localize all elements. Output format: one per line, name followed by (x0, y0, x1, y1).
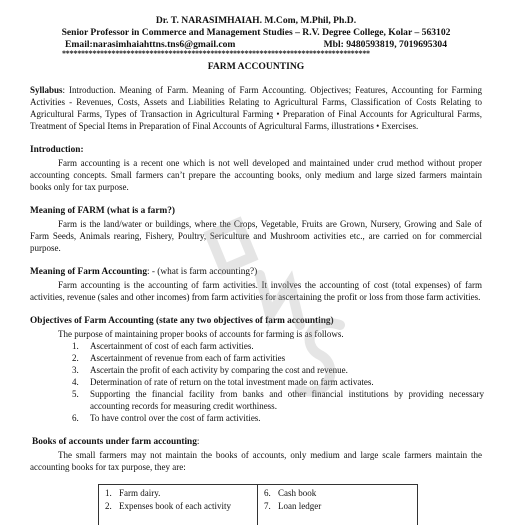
meaning-farm-heading: Meaning of FARM (what is a farm?) (30, 206, 175, 216)
syllabus-text: : Introduction. Meaning of Farm. Meaning of Farm Accounting. Objectives; Features, Accounting for Farming Activities - Revenues, Costs, Assets and Liabilities Relating to Agricultural Farms, Classification of Costs Relating to Agricultural Farms, Types of Transaction in Agricultural Farming • Preparation of Final Accounts for Agricultural Farms, Treatment of Special Items in Preparation of Final Accounts of Agricultural Farms, illustrations • Exercises. (30, 85, 482, 131)
books-text: The small farmers may not maintain the books of accounts, only medium and large scale farmers maintain the accounting books for tax purpose, they are: (30, 450, 482, 472)
mobile-text: Mbl: 9480593819, 7019695304 (323, 39, 447, 50)
watermark-stroke (210, 223, 252, 269)
syllabus-paragraph (30, 84, 482, 132)
books-table-left-column (99, 485, 258, 525)
list-item: 4. Determination of rate of return on the total investment made on farm activates. (72, 377, 374, 387)
syllabus-label: Syllabus (30, 85, 63, 95)
table-row: 2. Expenses book of each activity (105, 501, 231, 511)
list-item: 3. Ascertain the profit of each activity by comparing the cost and revenue. (72, 365, 348, 375)
books-suffix: : (196, 437, 200, 447)
list-item: 1. Ascertainment of cost of each farm activities. (72, 341, 254, 351)
star-divider: ********************************************************************************* (62, 49, 370, 58)
meaning-accounting-text: Farm accounting is the accounting of farm activities. It involves the accounting of cost (total expenses) of farm activities, revenue (sales and other incomes) from farm activities for ascertaining the profit or loss from those farm activities. (30, 280, 482, 302)
list-item: 5. Supporting the financial facility from banks and other financial institutions by providing necessary accounting records for measuring credit worthiness. (72, 389, 484, 411)
books-title: Books of accounts under farm accounting (32, 437, 197, 447)
books-heading (32, 437, 199, 447)
list-item: 2. Ascertainment of revenue from each of farm activities (72, 353, 286, 363)
objectives-heading: Objectives of Farm Accounting (state any two objectives of farm accounting) (30, 316, 334, 326)
watermark-stroke (260, 275, 300, 325)
document-title: FARM ACCOUNTING (207, 61, 305, 72)
email-text: Email:narasimhaiahttns.tns6@gmail.com (65, 39, 236, 50)
table-row: 7. Loan ledger (264, 501, 322, 511)
meaning-accounting-title: Meaning of Farm Accounting (30, 267, 147, 277)
books-table (98, 484, 418, 525)
watermark-graphic (190, 205, 350, 415)
introduction-text: Farm accounting is a recent one which is not well developed and maintained under crud method without proper accounting concepts. Small farmers can’t prepare the accounting books, only medium and large sized farmers maintain books only for tax purpose. (30, 158, 482, 192)
author-name: Dr. T. NARASIMHAIAH. M.Com, M.Phil, Ph.D. (155, 15, 357, 26)
meaning-farm-text: Farm is the land/water or buildings, where the Crops, Vegetable, Fruits are Grown, Nursery, Growing and Sale of Farm Seeds, Animals rearing, Fishery, Poultry, Sericulture and Mushroom activities etc., are carried on for commercial purpose. (30, 219, 482, 253)
table-row: 1. Farm dairy. (105, 488, 161, 498)
list-item: 6. To have control over the cost of farm activities. (72, 413, 261, 423)
table-row: 6. Cash book (264, 488, 317, 498)
author-designation: Senior Professor in Commerce and Management Studies – R.V. Degree College, Kolar – 563102 (61, 27, 451, 38)
objectives-intro: The purpose of maintaining proper books of accounts for farming is as follows. (58, 329, 344, 339)
meaning-accounting-suffix: : - (what is farm accounting?) (146, 267, 258, 277)
watermark-stroke (300, 323, 340, 392)
introduction-heading: Introduction: (30, 145, 84, 155)
